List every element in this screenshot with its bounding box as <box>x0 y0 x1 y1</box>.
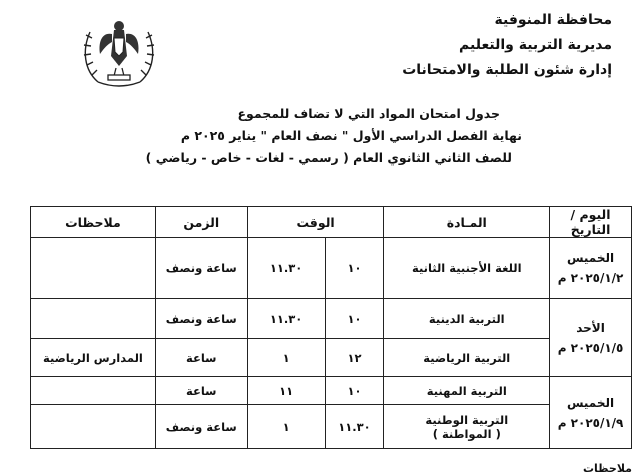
subject-cell: التربية الرياضية <box>384 339 550 377</box>
notes-cell: المدارس الرياضية <box>31 339 156 377</box>
table-row <box>31 299 632 339</box>
time-to-cell: ١ <box>247 339 325 377</box>
notes-cell <box>31 405 156 449</box>
day-date-cell <box>550 377 632 449</box>
duration-cell: ساعة ونصف <box>155 238 247 299</box>
notes-cell <box>31 377 156 405</box>
directorate-name: مديرية التربية والتعليم <box>459 37 612 53</box>
duration-cell: ساعة <box>155 339 247 377</box>
time-from-cell: ١٢ <box>325 339 384 377</box>
duration-cell: ساعة ونصف <box>155 299 247 339</box>
time-from-cell: ١٠ <box>325 377 384 405</box>
title-line-1: جدول امتحان المواد التي لا تضاف للمجموع <box>237 106 500 121</box>
title-line-3: للصف الثاني الثانوي العام ( رسمي - لغات - خاص - رياضي ) <box>145 150 512 165</box>
exam-titles <box>122 103 522 169</box>
header-row <box>31 207 632 238</box>
table-row <box>31 238 632 299</box>
subject-name: التربية الوطنية <box>425 412 509 427</box>
subject-cell <box>384 405 550 449</box>
day-name: الخميس <box>566 251 615 265</box>
eagle-emblem-icon <box>78 12 160 90</box>
subject-cell: التربية المهنية <box>384 377 550 405</box>
time-from-cell: ١٠ <box>325 299 384 339</box>
table-row <box>31 339 632 377</box>
time-to-cell: ١ <box>247 405 325 449</box>
table-row <box>31 405 632 449</box>
time-to-cell: ١١.٣٠ <box>247 299 325 339</box>
time-from-cell: ١٠ <box>325 238 384 299</box>
exam-schedule-table <box>30 206 632 449</box>
subject-subtitle: ( المواطنة ) <box>432 426 501 441</box>
header-subject: المـادة <box>384 207 550 238</box>
subject-cell: اللغة الأجنبية الثانية <box>384 238 550 299</box>
time-to-cell: ١١.٣٠ <box>247 238 325 299</box>
time-from-cell: ١١.٣٠ <box>325 405 384 449</box>
notes-cell <box>31 299 156 339</box>
day-date-cell <box>550 238 632 299</box>
duration-cell: ساعة ونصف <box>155 405 247 449</box>
notes-cell <box>31 238 156 299</box>
governorate-name: محافظة المنوفية <box>494 12 612 28</box>
day-date-cell <box>550 299 632 377</box>
duration-cell: ساعة <box>155 377 247 405</box>
time-to-cell: ١١ <box>247 377 325 405</box>
department-name: إدارة شئون الطلبة والامتحانات <box>402 62 612 78</box>
exam-date: ٢٠٢٥/١/٥ م <box>557 340 624 355</box>
footer-notes-label: ملاحظات <box>583 462 632 475</box>
header-duration: الزمن <box>155 207 247 238</box>
exam-date: ٢٠٢٥/١/٢ م <box>557 271 624 285</box>
exam-date: ٢٠٢٥/١/٩ م <box>557 415 624 430</box>
header-notes: ملاحظات <box>31 207 156 238</box>
header-day-date: اليوم / التاريخ <box>550 207 632 238</box>
day-name: الخميس <box>566 395 615 410</box>
header-block <box>312 8 612 83</box>
day-name: الأحد <box>576 320 605 335</box>
table-row <box>31 377 632 405</box>
subject-cell: التربية الدينية <box>384 299 550 339</box>
title-line-2: نهاية الفصل الدراسي الأول " نصف العام " يناير ٢٠٢٥ م <box>180 128 522 143</box>
header-time: الوقت <box>247 207 384 238</box>
